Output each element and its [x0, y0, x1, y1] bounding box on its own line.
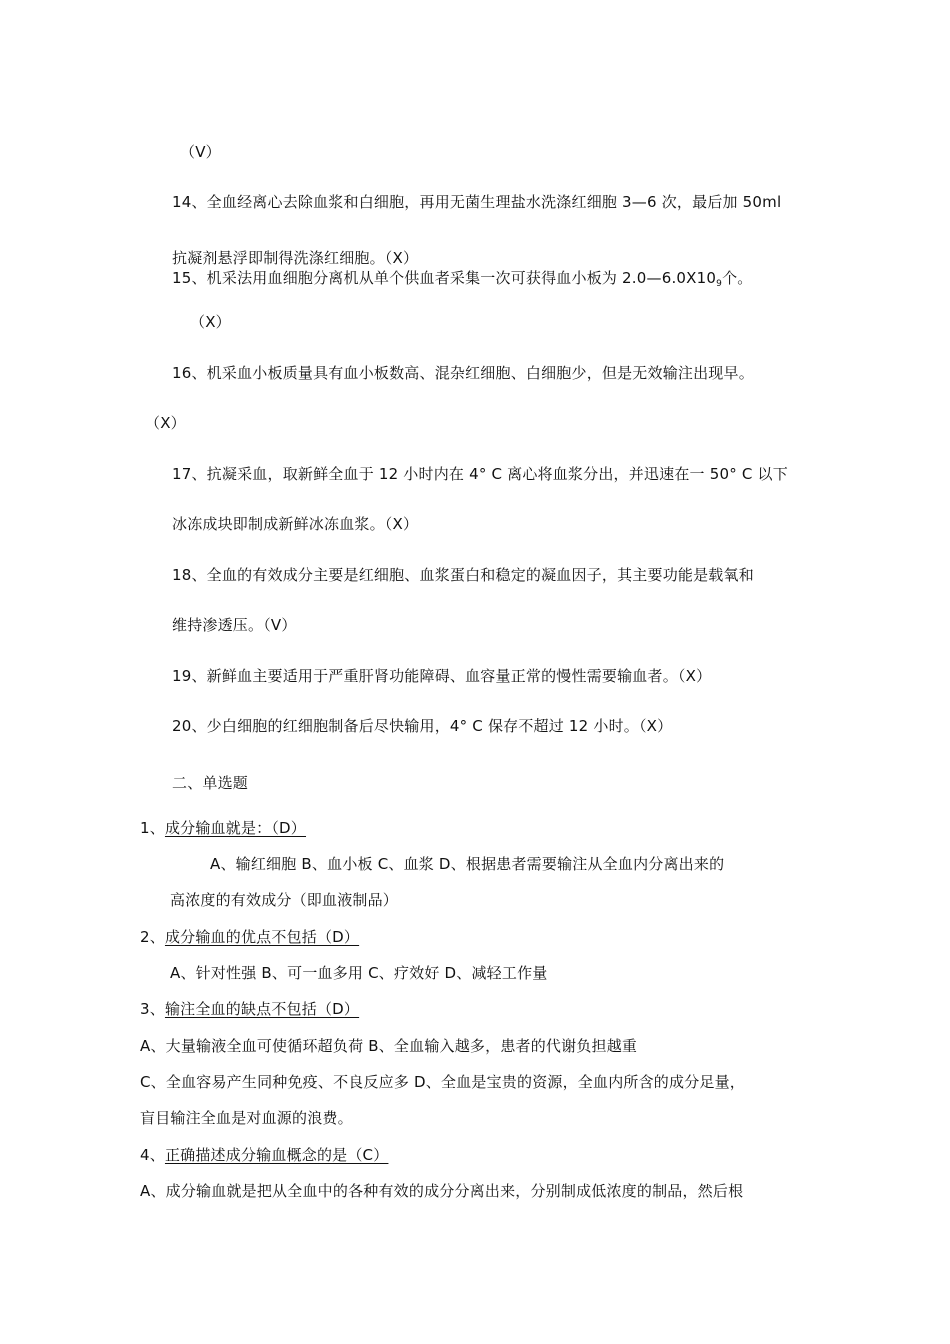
mc-question-2-text: 成分输血的优点不包括（D）: [164, 928, 360, 946]
mc-question-3: [140, 999, 359, 1019]
tf-question-15-text: 15、机采法用血细胞分离机从单个供血者采集一次可获得血小板为 2.0—6.0X10: [172, 269, 717, 287]
tf-answer-13: （V）: [180, 143, 221, 161]
mc-question-3-options-line3: 盲目输注全血是对血源的浪费。: [140, 1109, 353, 1127]
mc-question-2-options: A、针对性强 B、可一血多用 C、疗效好 D、减轻工作量: [170, 964, 548, 982]
tf-question-16: 16、机采血小板质量具有血小板数高、混杂红细胞、白细胞少，但是无效输注出现早。: [172, 364, 754, 382]
tf-answer-15: （X）: [190, 313, 231, 331]
tf-question-18-line2: 维持渗透压。（V）: [172, 616, 297, 634]
mc-question-1-number: 1、: [140, 819, 165, 837]
tf-question-19: 19、新鲜血主要适用于严重肝肾功能障碍、血容量正常的慢性需要输血者。（X）: [172, 667, 712, 685]
mc-question-4-number: 4、: [140, 1146, 165, 1164]
tf-question-15-exponent: 9: [716, 279, 723, 289]
tf-question-15: [172, 268, 752, 294]
mc-question-2-number: 2、: [140, 928, 165, 946]
tf-question-14-line2: 抗凝剂悬浮即制得洗涤红细胞。（X）: [172, 249, 419, 267]
mc-question-3-options-line2: C、全血容易产生同种免疫、不良反应多 D、全血是宝贵的资源，全血内所含的成分足量，: [140, 1073, 745, 1091]
tf-question-15-unit: 个。: [722, 269, 753, 287]
tf-question-17-line1: 17、抗凝采血，取新鲜全血于 12 小时内在 4° C 离心将血浆分出，并迅速在一 50° C 以下: [172, 465, 788, 483]
mc-question-1-text: 成分输血就是：（D）: [164, 819, 307, 837]
tf-question-18-line1: 18、全血的有效成分主要是红细胞、血浆蛋白和稳定的凝血因子，其主要功能是载氧和: [172, 566, 754, 584]
tf-question-20: 20、少白细胞的红细胞制备后尽快输用，4° C 保存不超过 12 小时。（X）: [172, 717, 673, 735]
mc-question-1-options-line1: A、输红细胞 B、血小板 C、血浆 D、根据患者需要输注从全血内分离出来的: [210, 855, 725, 873]
mc-question-1-options-line2: 高浓度的有效成分（即血液制品）: [170, 891, 399, 909]
tf-question-17-line2: 冰冻成块即制成新鲜冰冻血浆。（X）: [172, 515, 419, 533]
mc-question-1: [140, 818, 306, 838]
mc-question-3-text: 输注全血的缺点不包括（D）: [164, 1000, 360, 1018]
mc-question-4-options-line1: A、成分输血就是把从全血中的各种有效的成分分离出来，分别制成低浓度的制品，然后根: [140, 1182, 744, 1200]
tf-answer-16: （X）: [145, 414, 186, 432]
mc-question-3-number: 3、: [140, 1000, 165, 1018]
tf-question-14-line1: 14、全血经离心去除血浆和白细胞，再用无菌生理盐水洗涤红细胞 3—6 次，最后加 50ml: [172, 193, 782, 211]
section-heading-single-choice: 二、单选题: [172, 774, 249, 792]
mc-question-4: [140, 1145, 388, 1165]
mc-question-3-options-line1: A、大量输液全血可使循环超负荷 B、全血输入越多，患者的代谢负担越重: [140, 1037, 638, 1055]
mc-question-2: [140, 927, 359, 947]
mc-question-4-text: 正确描述成分输血概念的是（C）: [164, 1146, 389, 1164]
